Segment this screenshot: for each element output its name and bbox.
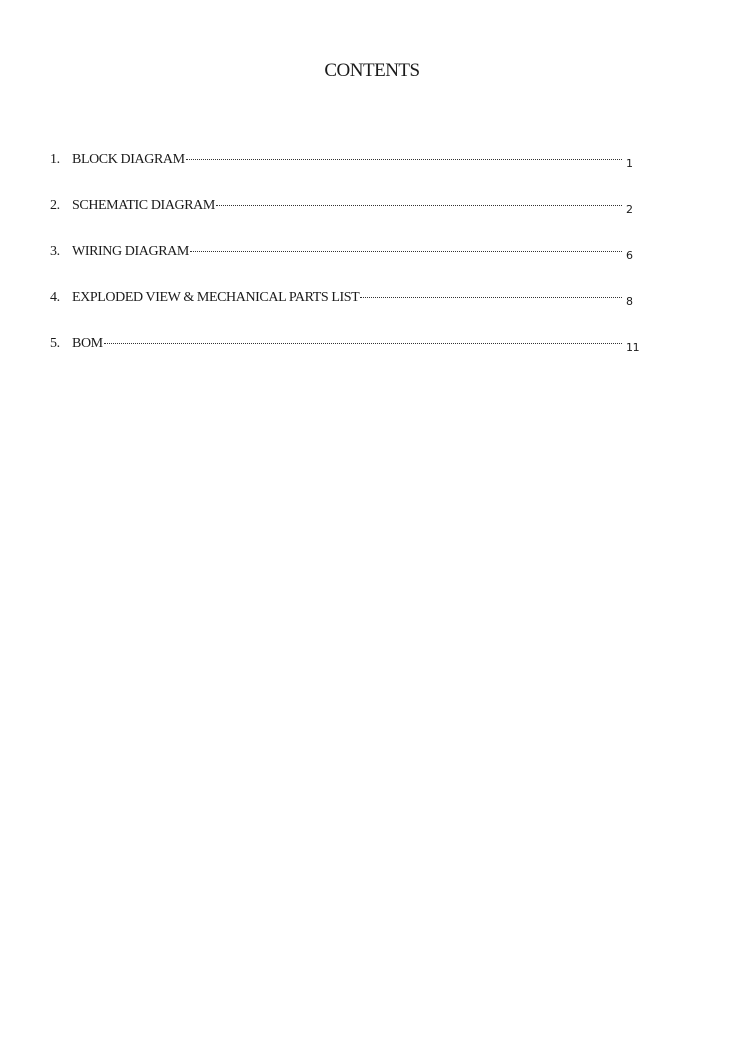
toc-entry-page: 2 [626,203,633,216]
toc-entry-number: 3. [50,244,60,259]
toc-entry-page: 6 [626,249,633,262]
table-of-contents [50,152,650,382]
dot-leader [190,251,622,252]
dot-leader [186,159,622,160]
dot-leader [104,343,622,344]
toc-entry-number: 1. [50,152,60,167]
toc-entry-wiring-diagram[interactable] [50,244,650,290]
toc-entry-label: EXPLODED VIEW & MECHANICAL PARTS LIST [72,290,360,305]
toc-entry-label: SCHEMATIC DIAGRAM [72,198,215,213]
toc-entry-number: 4. [50,290,60,305]
toc-entry-block-diagram[interactable] [50,152,650,198]
toc-entry-number: 2. [50,198,60,213]
toc-entry-bom[interactable] [50,336,650,382]
page-title: CONTENTS [324,60,420,81]
toc-entry-label: WIRING DIAGRAM [72,244,189,259]
toc-line [50,244,622,260]
toc-line [50,198,622,214]
dot-leader [360,297,622,298]
toc-line [50,336,622,352]
toc-entry-exploded-view[interactable] [50,290,650,336]
toc-entry-page: 1 [626,157,633,170]
toc-entry-schematic-diagram[interactable] [50,198,650,244]
toc-entry-number: 5. [50,336,60,351]
toc-entry-label: BLOCK DIAGRAM [72,152,185,167]
dot-leader [216,205,622,206]
toc-line [50,152,622,168]
toc-entry-page: 8 [626,295,633,308]
toc-entry-page: 11 [626,341,640,354]
toc-entry-label: BOM [72,336,103,351]
toc-line [50,290,622,306]
